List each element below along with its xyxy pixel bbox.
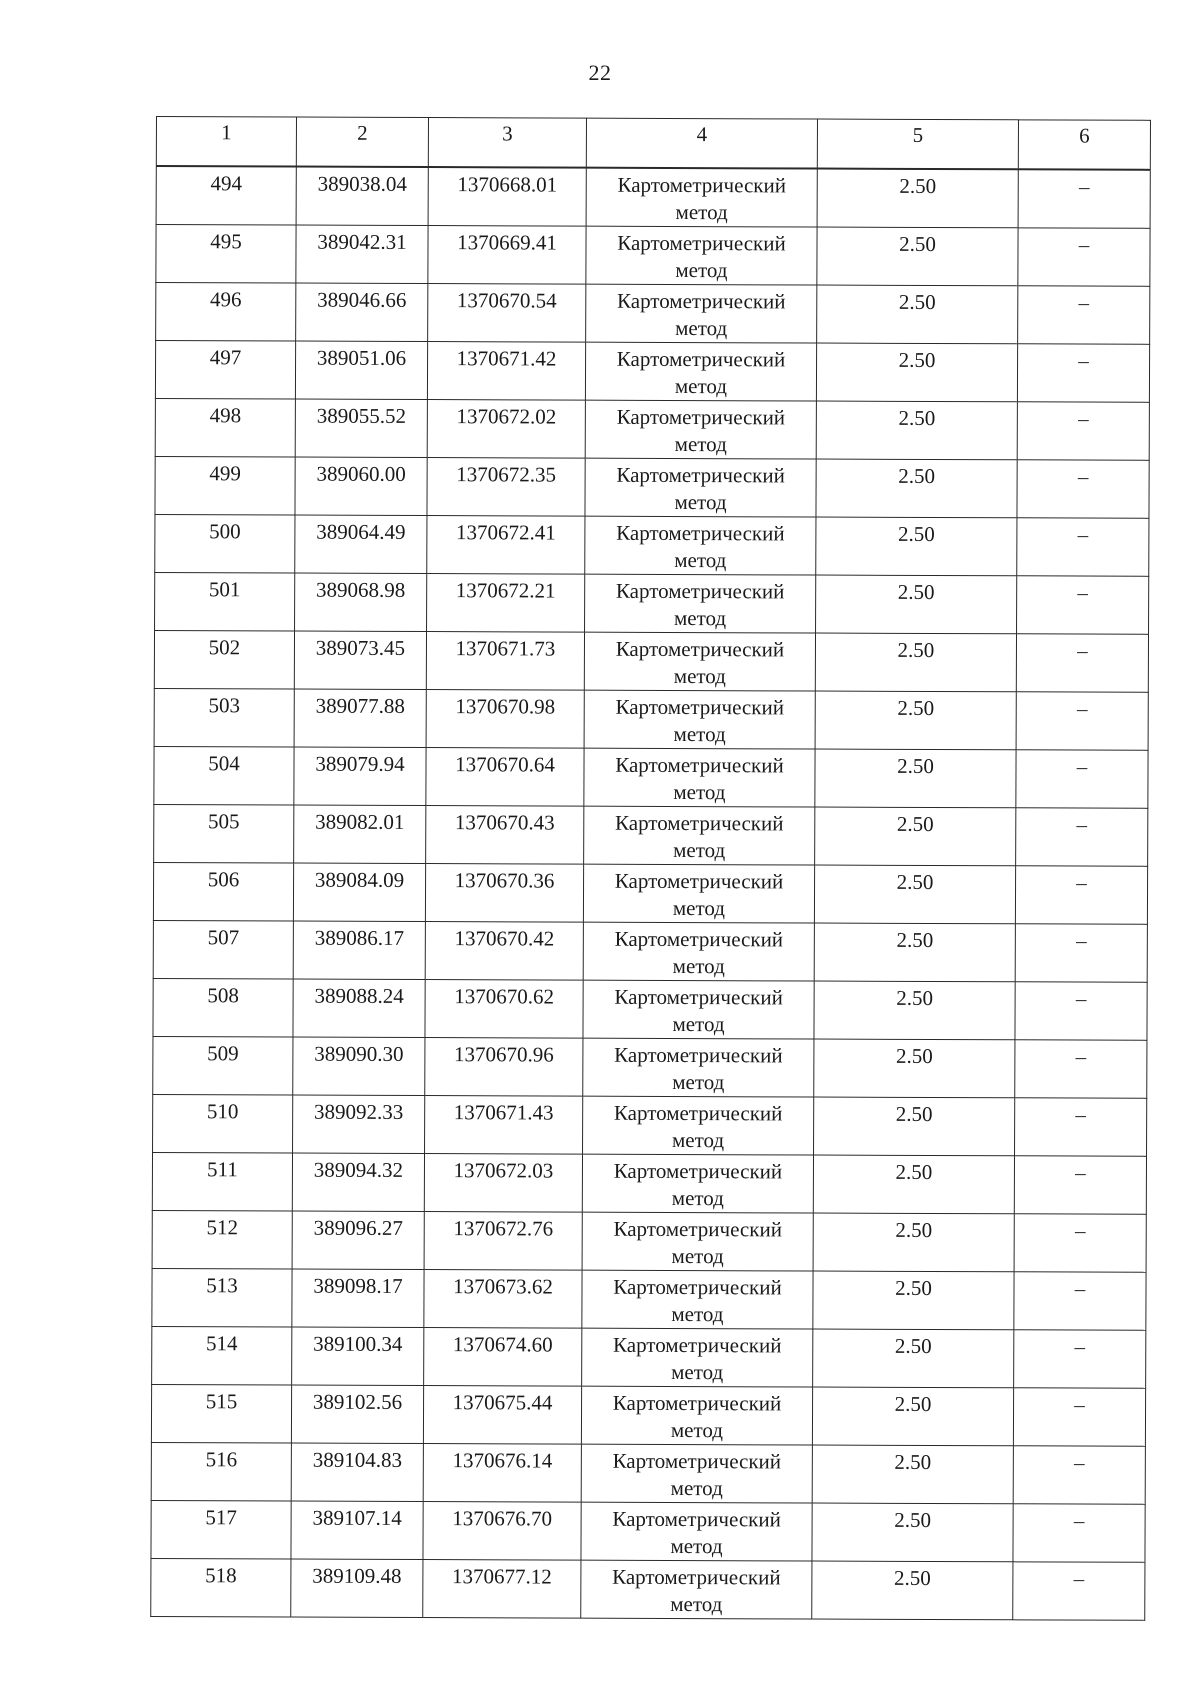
y-coordinate-cell: 1370671.43 xyxy=(425,1096,583,1155)
y-coordinate-cell: 1370677.12 xyxy=(423,1560,581,1619)
y-coordinate-cell: 1370675.44 xyxy=(423,1386,581,1445)
method-cell xyxy=(583,1096,814,1155)
accuracy-cell: 2.50 xyxy=(813,1213,1014,1272)
y-coordinate-cell: 1370670.42 xyxy=(425,922,583,981)
method-cell xyxy=(586,226,817,285)
method-line-2: метод xyxy=(674,431,727,457)
method-line-1: Картометрический xyxy=(616,346,786,372)
table-body xyxy=(151,166,1151,1620)
accuracy-cell: 2.50 xyxy=(817,285,1018,344)
note-cell: – xyxy=(1018,286,1150,345)
method-line-2: метод xyxy=(671,1301,724,1327)
note-cell: – xyxy=(1014,1156,1146,1215)
note-cell: – xyxy=(1017,518,1149,577)
accuracy-cell: 2.50 xyxy=(817,169,1018,228)
y-coordinate-cell: 1370669.41 xyxy=(428,226,586,285)
y-coordinate-cell: 1370670.43 xyxy=(426,806,584,865)
method-cell xyxy=(585,400,816,459)
accuracy-cell: 2.50 xyxy=(817,227,1018,286)
table-row xyxy=(151,1500,1145,1562)
method-line-1: Картометрический xyxy=(616,404,786,430)
method-line-1: Картометрический xyxy=(612,1448,782,1474)
method-cell xyxy=(582,1328,813,1387)
method-line-1: Картометрический xyxy=(614,868,784,894)
table-row xyxy=(154,688,1148,750)
point-number-cell: 515 xyxy=(151,1384,291,1443)
y-coordinate-cell: 1370676.14 xyxy=(423,1444,581,1503)
note-cell: – xyxy=(1015,924,1147,983)
note-cell: – xyxy=(1015,1040,1147,1099)
y-coordinate-cell: 1370670.36 xyxy=(425,864,583,923)
method-line-1: Картометрический xyxy=(615,810,784,836)
method-line-2: метод xyxy=(673,721,726,747)
table-row xyxy=(155,456,1149,518)
accuracy-cell: 2.50 xyxy=(813,1155,1014,1214)
method-cell xyxy=(583,1038,814,1097)
note-cell: – xyxy=(1018,169,1150,228)
x-coordinate-cell: 389092.33 xyxy=(293,1095,425,1154)
method-line-1: Картометрический xyxy=(616,462,785,488)
x-coordinate-cell: 389098.17 xyxy=(292,1269,424,1328)
method-line-2: метод xyxy=(673,837,726,863)
x-coordinate-cell: 389042.31 xyxy=(296,225,428,284)
point-number-cell: 513 xyxy=(152,1268,292,1327)
method-line-2: метод xyxy=(673,605,727,631)
method-line-1: Картометрический xyxy=(615,636,785,662)
accuracy-cell: 2.50 xyxy=(814,1039,1015,1098)
accuracy-cell: 2.50 xyxy=(814,1097,1015,1156)
accuracy-cell: 2.50 xyxy=(812,1503,1013,1562)
method-cell xyxy=(586,168,817,227)
x-coordinate-cell: 389055.52 xyxy=(295,399,427,458)
method-cell xyxy=(581,1560,812,1619)
x-coordinate-cell: 389073.45 xyxy=(294,631,426,690)
y-coordinate-cell: 1370672.21 xyxy=(427,574,585,633)
note-cell: – xyxy=(1013,1446,1145,1505)
point-number-cell: 498 xyxy=(155,398,295,457)
accuracy-cell: 2.50 xyxy=(816,575,1017,634)
y-coordinate-cell: 1370672.35 xyxy=(427,458,585,517)
method-line-2: метод xyxy=(670,1475,723,1501)
method-cell xyxy=(586,284,817,343)
accuracy-cell: 2.50 xyxy=(816,343,1017,402)
method-line-2: метод xyxy=(671,1127,725,1153)
method-line-2: метод xyxy=(675,199,728,225)
method-line-1: Картометрический xyxy=(614,1042,783,1068)
y-coordinate-cell: 1370670.54 xyxy=(428,284,586,343)
note-cell: – xyxy=(1016,750,1148,809)
method-cell xyxy=(584,632,815,691)
y-coordinate-cell: 1370672.41 xyxy=(427,516,585,575)
method-line-2: метод xyxy=(672,895,726,921)
point-number-cell: 518 xyxy=(151,1558,291,1617)
method-cell xyxy=(585,458,816,517)
y-coordinate-cell: 1370668.01 xyxy=(428,167,586,226)
point-number-cell: 496 xyxy=(156,283,296,342)
accuracy-cell: 2.50 xyxy=(816,459,1017,518)
point-number-cell: 516 xyxy=(151,1442,291,1501)
x-coordinate-cell: 389077.88 xyxy=(294,689,426,748)
y-coordinate-cell: 1370673.62 xyxy=(424,1270,582,1329)
x-coordinate-cell: 389109.48 xyxy=(291,1559,423,1618)
table-row xyxy=(156,225,1150,287)
method-line-1: Картометрический xyxy=(613,1332,782,1358)
method-line-1: Картометрический xyxy=(617,230,786,256)
y-coordinate-cell: 1370672.76 xyxy=(424,1212,582,1271)
x-coordinate-cell: 389046.66 xyxy=(296,283,428,342)
note-cell: – xyxy=(1014,1272,1146,1331)
point-number-cell: 506 xyxy=(153,862,293,921)
y-coordinate-cell: 1370671.42 xyxy=(427,342,585,401)
table-row xyxy=(156,166,1150,228)
method-cell xyxy=(581,1386,812,1445)
method-line-2: метод xyxy=(674,489,727,515)
point-number-cell: 500 xyxy=(155,514,295,573)
method-cell xyxy=(581,1444,812,1503)
note-cell: – xyxy=(1018,228,1150,287)
accuracy-cell: 2.50 xyxy=(812,1445,1013,1504)
method-line-1: Картометрический xyxy=(612,1564,781,1590)
accuracy-cell: 2.50 xyxy=(813,1329,1014,1388)
table-row xyxy=(152,1152,1146,1214)
point-number-cell: 508 xyxy=(153,978,293,1037)
note-cell: – xyxy=(1014,1214,1146,1273)
point-number-cell: 505 xyxy=(154,804,294,863)
method-line-2: метод xyxy=(670,1417,724,1443)
y-coordinate-cell: 1370672.03 xyxy=(424,1154,582,1213)
method-line-1: Картометрический xyxy=(614,926,784,952)
method-line-2: метод xyxy=(671,1359,724,1385)
method-line-2: метод xyxy=(672,953,725,979)
point-number-cell: 497 xyxy=(155,341,295,400)
method-cell xyxy=(582,1270,813,1329)
note-cell: – xyxy=(1013,1562,1145,1621)
note-cell: – xyxy=(1016,634,1148,693)
table-row xyxy=(154,746,1148,808)
coordinates-table xyxy=(150,116,1151,1621)
method-line-1: Картометрический xyxy=(616,520,785,546)
method-line-2: метод xyxy=(670,1591,723,1617)
point-number-cell: 494 xyxy=(156,166,296,225)
note-cell: – xyxy=(1013,1388,1145,1447)
method-cell xyxy=(584,806,815,865)
x-coordinate-cell: 389088.24 xyxy=(293,979,425,1038)
y-coordinate-cell: 1370674.60 xyxy=(424,1328,582,1387)
method-line-1: Картометрический xyxy=(613,1100,783,1126)
y-coordinate-cell: 1370672.02 xyxy=(427,400,585,459)
accuracy-cell: 2.50 xyxy=(814,865,1015,924)
accuracy-cell: 2.50 xyxy=(812,1387,1013,1446)
point-number-cell: 501 xyxy=(155,572,295,631)
accuracy-cell: 2.50 xyxy=(816,517,1017,576)
column-header: 2 xyxy=(296,117,428,167)
x-coordinate-cell: 389064.49 xyxy=(295,515,427,574)
x-coordinate-cell: 389082.01 xyxy=(294,805,426,864)
table-row xyxy=(151,1442,1145,1504)
x-coordinate-cell: 389051.06 xyxy=(295,341,427,400)
method-line-1: Картометрический xyxy=(613,1216,783,1242)
point-number-cell: 504 xyxy=(154,746,294,805)
column-header: 1 xyxy=(156,117,296,167)
method-line-1: Картометрический xyxy=(613,1158,783,1184)
y-coordinate-cell: 1370670.96 xyxy=(425,1038,583,1097)
page-number: 22 xyxy=(588,60,612,85)
method-cell xyxy=(585,516,816,575)
method-line-1: Картометрический xyxy=(612,1506,781,1532)
note-cell: – xyxy=(1013,1504,1145,1563)
table-row xyxy=(153,1094,1147,1156)
method-line-2: метод xyxy=(674,373,728,399)
method-line-1: Картометрический xyxy=(612,1390,782,1416)
note-cell: – xyxy=(1017,344,1149,403)
note-cell: – xyxy=(1015,866,1147,925)
x-coordinate-cell: 389104.83 xyxy=(291,1443,423,1502)
method-cell xyxy=(584,690,815,749)
y-coordinate-cell: 1370670.98 xyxy=(426,690,584,749)
note-cell: – xyxy=(1014,1330,1146,1389)
note-cell: – xyxy=(1017,460,1149,519)
method-cell xyxy=(583,864,814,923)
column-header: 3 xyxy=(428,118,586,168)
table-row xyxy=(153,920,1147,982)
method-cell xyxy=(583,922,814,981)
accuracy-cell: 2.50 xyxy=(816,401,1017,460)
method-line-1: Картометрический xyxy=(613,1274,782,1300)
point-number-cell: 510 xyxy=(153,1094,293,1153)
accuracy-cell: 2.50 xyxy=(812,1561,1013,1620)
method-line-1: Картометрический xyxy=(617,288,786,314)
method-cell xyxy=(581,1502,812,1561)
point-number-cell: 503 xyxy=(154,688,294,747)
column-header: 5 xyxy=(817,119,1018,169)
table-row xyxy=(155,572,1149,634)
table-row xyxy=(151,1558,1145,1620)
y-coordinate-cell: 1370676.70 xyxy=(423,1502,581,1561)
column-header: 6 xyxy=(1018,120,1150,170)
point-number-cell: 507 xyxy=(153,920,293,979)
table-row xyxy=(152,1268,1146,1330)
note-cell: – xyxy=(1016,692,1148,751)
x-coordinate-cell: 389096.27 xyxy=(292,1211,424,1270)
x-coordinate-cell: 389060.00 xyxy=(295,457,427,516)
method-line-2: метод xyxy=(675,315,728,341)
x-coordinate-cell: 389038.04 xyxy=(296,167,428,226)
method-line-2: метод xyxy=(671,1243,724,1269)
method-line-1: Картометрический xyxy=(615,578,785,604)
table-row xyxy=(152,1210,1146,1272)
method-line-2: метод xyxy=(672,1069,725,1095)
method-line-2: метод xyxy=(671,1185,724,1211)
x-coordinate-cell: 389079.94 xyxy=(294,747,426,806)
x-coordinate-cell: 389084.09 xyxy=(293,863,425,922)
table-row xyxy=(155,341,1149,403)
note-cell: – xyxy=(1017,402,1149,461)
y-coordinate-cell: 1370670.64 xyxy=(426,748,584,807)
table-row xyxy=(154,804,1148,866)
method-cell xyxy=(585,574,816,633)
point-number-cell: 514 xyxy=(152,1326,292,1385)
table-row xyxy=(155,514,1149,576)
note-cell: – xyxy=(1015,1098,1147,1157)
table-row xyxy=(151,1384,1145,1446)
x-coordinate-cell: 389100.34 xyxy=(292,1327,424,1386)
point-number-cell: 512 xyxy=(152,1210,292,1269)
x-coordinate-cell: 389068.98 xyxy=(295,573,427,632)
x-coordinate-cell: 389086.17 xyxy=(293,921,425,980)
table-row xyxy=(153,1036,1147,1098)
point-number-cell: 517 xyxy=(151,1500,291,1559)
table-row xyxy=(153,978,1147,1040)
accuracy-cell: 2.50 xyxy=(815,749,1016,808)
accuracy-cell: 2.50 xyxy=(814,923,1015,982)
method-line-2: метод xyxy=(675,257,728,283)
accuracy-cell: 2.50 xyxy=(813,1271,1014,1330)
column-header: 4 xyxy=(586,118,817,168)
method-cell xyxy=(584,748,815,807)
y-coordinate-cell: 1370670.62 xyxy=(425,980,583,1039)
accuracy-cell: 2.50 xyxy=(814,981,1015,1040)
x-coordinate-cell: 389102.56 xyxy=(291,1385,423,1444)
method-line-2: метод xyxy=(670,1533,723,1559)
method-cell xyxy=(582,1154,813,1213)
note-cell: – xyxy=(1015,982,1147,1041)
x-coordinate-cell: 389090.30 xyxy=(293,1037,425,1096)
method-line-1: Картометрический xyxy=(615,752,784,778)
point-number-cell: 511 xyxy=(152,1152,292,1211)
table-row xyxy=(154,630,1148,692)
table-row xyxy=(156,283,1150,345)
x-coordinate-cell: 389094.32 xyxy=(292,1153,424,1212)
method-line-2: метод xyxy=(672,1011,725,1037)
y-coordinate-cell: 1370671.73 xyxy=(426,632,584,691)
table-row xyxy=(152,1326,1146,1388)
table-row xyxy=(155,398,1149,460)
accuracy-cell: 2.50 xyxy=(815,807,1016,866)
method-line-2: метод xyxy=(673,663,726,689)
method-line-1: Картометрический xyxy=(615,694,785,720)
point-number-cell: 499 xyxy=(155,456,295,515)
method-line-2: метод xyxy=(674,547,727,573)
method-line-2: метод xyxy=(673,779,726,805)
table-header-row xyxy=(156,117,1150,170)
method-line-1: Картометрический xyxy=(614,984,783,1010)
x-coordinate-cell: 389107.14 xyxy=(291,1501,423,1560)
table-row xyxy=(153,862,1147,924)
accuracy-cell: 2.50 xyxy=(815,691,1016,750)
method-cell xyxy=(582,1212,813,1271)
note-cell: – xyxy=(1017,576,1149,635)
accuracy-cell: 2.50 xyxy=(815,633,1016,692)
point-number-cell: 509 xyxy=(153,1036,293,1095)
point-number-cell: 495 xyxy=(156,225,296,284)
point-number-cell: 502 xyxy=(154,630,294,689)
method-cell xyxy=(583,980,814,1039)
method-line-1: Картометрический xyxy=(617,172,787,198)
note-cell: – xyxy=(1016,808,1148,867)
method-cell xyxy=(585,342,816,401)
